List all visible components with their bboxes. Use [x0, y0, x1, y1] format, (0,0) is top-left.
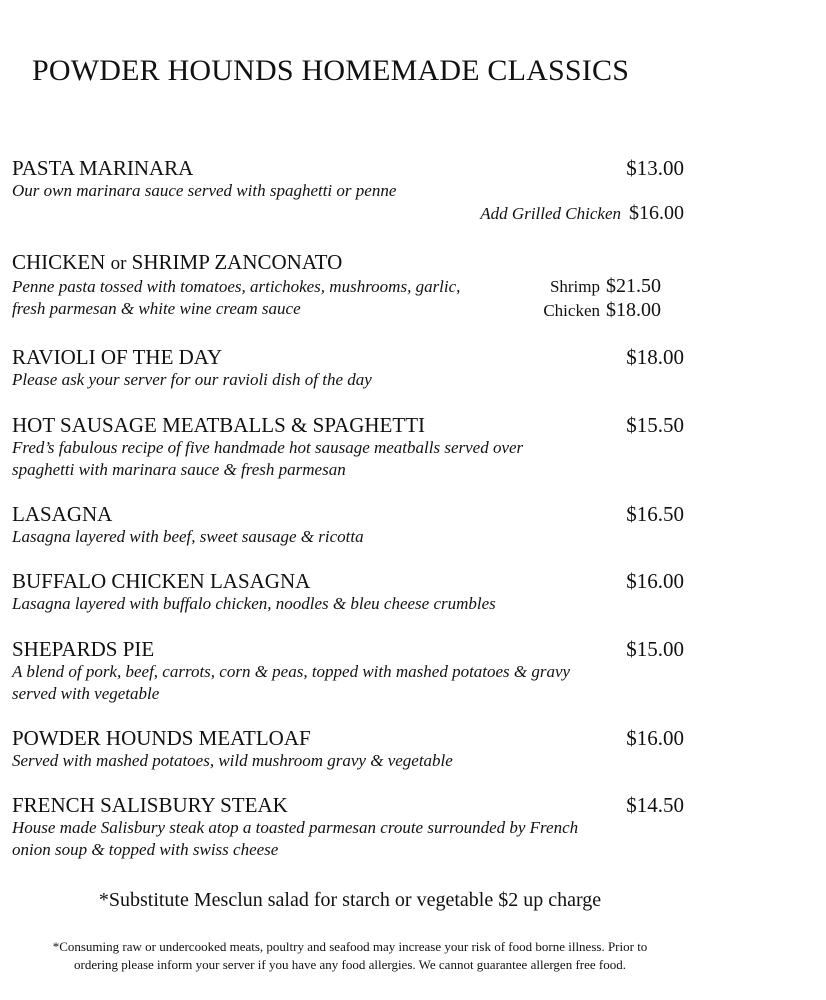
menu-title: POWDER HOUNDS HOMEMADE CLASSICS — [32, 54, 630, 87]
disclaimer-line: ordering please inform your server if you have any food allergies. We cannot guarantee allergen free food. — [74, 957, 626, 972]
menu-item-lasagna — [12, 502, 692, 548]
item-name-part: CHICKEN — [12, 250, 106, 274]
item-name: POWDER HOUNDS MEATLOAF — [12, 726, 311, 750]
item-name: PASTA MARINARA — [12, 156, 194, 180]
item-price: $14.50 — [626, 793, 684, 817]
description-line: onion soup & topped with swiss cheese — [12, 840, 279, 859]
menu-item-meatballs-spaghetti — [12, 413, 692, 481]
item-name: SHEPARDS PIE — [12, 637, 155, 661]
item-name: LASAGNA — [12, 502, 113, 526]
item-price: $18.00 — [626, 345, 684, 369]
option-shrimp — [530, 274, 680, 298]
item-description — [12, 817, 672, 861]
description-line: spaghetti with marinara sauce & fresh parmesan — [12, 460, 346, 479]
description-line: Fred’s fabulous recipe of five handmade hot sausage meatballs served over — [12, 438, 524, 457]
item-description — [12, 661, 672, 705]
addon-label: Add Grilled Chicken — [480, 204, 621, 223]
item-description — [12, 437, 632, 481]
item-name — [12, 250, 692, 276]
allergen-disclaimer — [20, 938, 680, 974]
option-chicken — [530, 298, 680, 322]
addon-price: $16.00 — [629, 202, 684, 224]
item-description: Please ask your server for our ravioli dish of the day — [12, 370, 372, 389]
menu-item-ravioli — [12, 345, 692, 391]
option-label: Chicken — [543, 301, 600, 320]
item-name-part: SHRIMP ZANCONATO — [131, 250, 343, 274]
description-line: fresh parmesan & white wine cream sauce — [12, 299, 301, 318]
menu-item-pasta-marinara — [12, 156, 692, 224]
item-description: Our own marinara sauce served with spaghetti or penne — [12, 181, 397, 200]
item-name: RAVIOLI OF THE DAY — [12, 345, 223, 369]
description-line: House made Salisbury steak atop a toasted parmesan croute surrounded by French — [12, 818, 579, 837]
menu-item-shepards-pie — [12, 637, 692, 705]
item-name: BUFFALO CHICKEN LASAGNA — [12, 569, 311, 593]
item-price: $15.50 — [626, 413, 684, 437]
description-line: A blend of pork, beef, carrots, corn & peas, topped with mashed potatoes & gravy — [12, 662, 571, 681]
item-name: FRENCH SALISBURY STEAK — [12, 793, 288, 817]
option-label: Shrimp — [549, 277, 600, 296]
menu-item-buffalo-chicken-lasagna — [12, 569, 692, 615]
option-price: $18.00 — [606, 299, 661, 321]
menu-item-meatloaf — [12, 726, 692, 772]
item-price: $15.00 — [626, 637, 684, 661]
item-description — [12, 276, 532, 320]
item-price: $16.00 — [626, 726, 684, 750]
item-description: Served with mashed potatoes, wild mushroom gravy & vegetable — [12, 751, 453, 770]
item-description: Lasagna layered with beef, sweet sausage & ricotta — [12, 527, 364, 546]
item-name: HOT SAUSAGE MEATBALLS & SPAGHETTI — [12, 413, 426, 437]
description-line: served with vegetable — [12, 684, 160, 703]
disclaimer-line: *Consuming raw or undercooked meats, poultry and seafood may increase your risk of food borne illness. Prior to — [52, 939, 648, 954]
description-line: Penne pasta tossed with tomatoes, artichokes, mushrooms, garlic, — [12, 277, 461, 296]
item-price: $13.00 — [626, 156, 684, 180]
item-name-or: or — [110, 253, 127, 274]
option-price: $21.50 — [606, 275, 661, 297]
item-options — [530, 274, 680, 322]
substitute-note: *Substitute Mesclun salad for starch or vegetable $2 up charge — [98, 889, 602, 911]
item-price: $16.00 — [626, 569, 684, 593]
menu-item-zanconato — [12, 250, 692, 320]
menu-item-salisbury-steak — [12, 793, 692, 861]
item-price: $16.50 — [626, 502, 684, 526]
item-description: Lasagna layered with buffalo chicken, noodles & bleu cheese crumbles — [12, 594, 496, 613]
item-addon — [480, 202, 684, 225]
